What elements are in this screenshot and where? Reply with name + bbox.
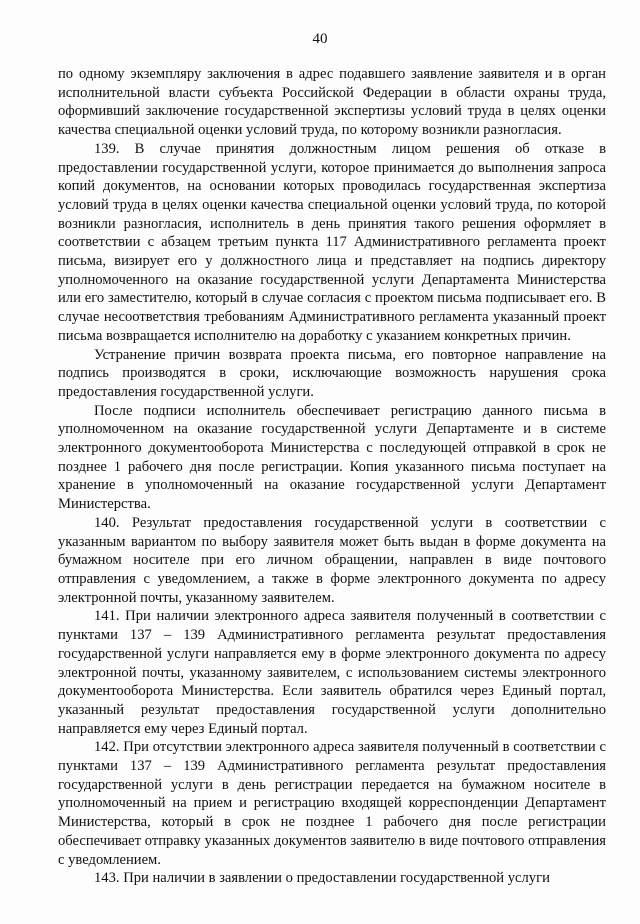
paragraph-continuation: по одному экземпляру заключения в адрес подавшего заявление заявителя и в орган исполнительной власти субъекта Российской Федерации в области охраны труда, оформивший заключение государственной экспертизы условий труда в целях оценки качества специальной оценки условий труда, по которому возникли разногласия.	[58, 66, 606, 139]
paragraph-141: 141. При наличии электронного адреса заявителя полученный в соответствии с пунктами 137 – 139 Административного регламента результат предоставления государственной услуги направляется ему в форме электронного документа по адресу электронной почты, указанному заявителем, с использованием системы электронного документооборота Министерства. Если заявитель обратился через Единый портал, указанный результат предоставления государственной услуги дополнительно направляется ему через Единый портал.	[58, 608, 606, 737]
paragraph-142: 142. При отсутствии электронного адреса заявителя полученный в соответствии с пунктами 137 – 139 Административного регламента результат предоставления государственной услуги в день регистрации передается на бумажном носителе в уполномоченный на прием и регистрацию входящей корреспонденции Департамент Министерства, который в срок не позднее 1 рабочего дня после регистрации обеспечивает отправку указанных документов заявителю в виде почтового отправления с уведомлением.	[58, 739, 606, 868]
paragraph-143: 143. При наличии в заявлении о предоставлении государственной услуги	[94, 870, 550, 887]
paragraph-140: 140. Результат предоставления государственной услуги в соответствии с указанным вариантом по выбору заявителя может быть выдан в форме документа на бумажном носителе при его личном обращении, направлен в виде почтового отправления с уведомлением, а также в форме электронного документа по адресу электронной почты, указанному заявителем.	[58, 514, 606, 606]
page-number: 40	[312, 31, 328, 47]
paragraph-resubmission: Устранение причин возврата проекта письма, его повторное направление на подпись производятся в сроки, исключающие возможность нарушения срока предоставления государственной услуги.	[58, 346, 606, 400]
paragraph-139: 139. В случае принятия должностным лицом решения об отказе в предоставлении государственной услуги, которое принимается до выполнения запроса копий документов, на основании которых проводилась государственная экспертиза условий труда в целях оценки качества специальной оценки условий труда, по которой возникли разногласия, исполнитель в день принятия такого решения оформляет в соответствии с абзацем третьим пункта 117 Административного регламента проект письма, визирует его у должностного лица и представляет на подпись директору уполномоченного на оказание государственной услуги Департамента Министерства или его заместителю, который в случае согласия с проектом письма подписывает его. В случае несоответствия требованиям Административного регламента указанный проект письма возвращается исполнителю на доработку с указанием конкретных причин.	[58, 140, 606, 344]
document-body	[58, 65, 606, 888]
paragraph-registration: После подписи исполнитель обеспечивает регистрацию данного письма в уполномоченном на оказание государственной услуги Департаменте и в системе электронного документооборота Министерства с последующей отправкой в срок не позднее 1 рабочего дня после регистрации. Копия указанного письма поступает на хранение в уполномоченный на оказание государственной услуги Департамент Министерства.	[58, 402, 606, 513]
